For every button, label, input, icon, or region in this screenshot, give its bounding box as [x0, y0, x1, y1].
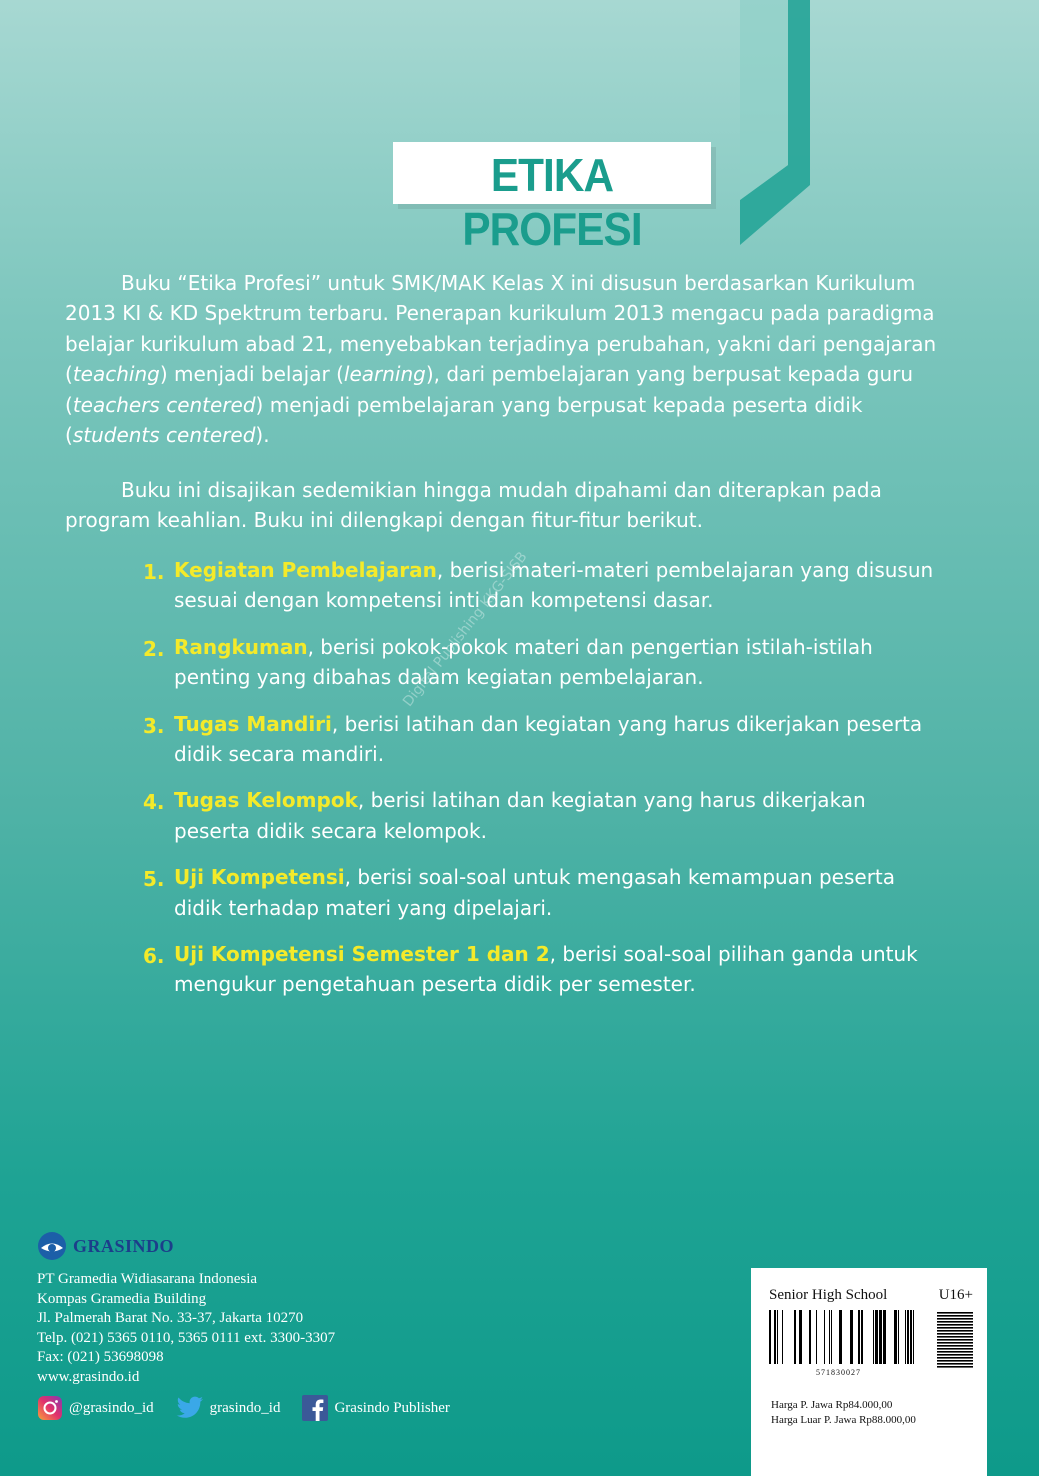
address-line: PT Gramedia Widiasarana Indonesia: [37, 1271, 258, 1287]
decorative-ribbon: [740, 0, 810, 245]
barcode-addon-bar: [937, 1354, 973, 1356]
barcode-bar: [794, 1310, 796, 1364]
barcode-bar: [816, 1310, 817, 1364]
barcode-bar: [782, 1310, 783, 1364]
list-item: 3. Tugas Mandiri, berisi latihan dan kegiatan yang harus dikerjakan peserta didik secara mandiri.: [143, 711, 923, 767]
barcode-bar: [850, 1310, 853, 1364]
barcode-bar: [894, 1310, 897, 1364]
barcode-bar: [875, 1310, 878, 1364]
address-line: Telp. (021) 5365 0110, 5365 0111 ext. 3300-3307: [37, 1329, 336, 1346]
barcode-addon-bar: [937, 1336, 973, 1338]
book-title: ETIKA PROFESI: [462, 149, 642, 255]
barcode-addon-bar: [937, 1366, 973, 1368]
barcode-addon-bar: [937, 1345, 973, 1347]
barcode-bar: [861, 1310, 863, 1364]
barcode-bar: [839, 1310, 842, 1364]
address-line: Kompas Gramedia Building: [37, 1290, 207, 1307]
barcode-bar: [905, 1310, 906, 1364]
age-rating: U16+: [938, 1287, 973, 1303]
intro-paragraph-2: Buku ini disajikan sedemikian hingga mudah dipahami dan diterapkan pada program keahlian. Buku ini dilengkapi dengan fitur-fitur berikut.: [65, 478, 882, 533]
social-instagram[interactable]: [37, 1395, 154, 1421]
barcode-bar: [774, 1310, 776, 1364]
barcode-bar: [769, 1310, 771, 1364]
publisher-address: [37, 1270, 537, 1387]
twitter-label: grasindo_id: [209, 1399, 281, 1416]
instagram-label: @grasindo_id: [69, 1399, 154, 1416]
barcode-bar: [883, 1310, 886, 1364]
barcode-addon-bar: [937, 1330, 973, 1332]
paragraph-text: ) menjadi pembelajaran yang berpusat kepada peserta didik (: [65, 392, 863, 448]
barcode-bar: [824, 1310, 825, 1364]
paragraph-text: ), dari pembelajaran yang berpusat kepada guru (: [65, 362, 914, 417]
list-item: 1. Kegiatan Pembelajaran, berisi materi-materi pembelajaran yang disusun sesuai dengan kompetensi inti dan kompetensi dasar.: [143, 558, 934, 613]
list-item: 2. Rangkuman, berisi pokok-pokok materi dan pengertian istilah-istilah penting yang dibahas dalam kegiatan pembelajaran.: [143, 634, 873, 690]
instagram-icon: [37, 1395, 63, 1421]
address-line: Fax: (021) 53698098: [37, 1349, 164, 1365]
barcode-addon-bar: [937, 1357, 973, 1359]
barcode-bar: [898, 1310, 899, 1364]
barcode-bar: [799, 1310, 802, 1364]
barcode-bar: [879, 1310, 882, 1364]
list-item: 4. Tugas Kelompok, berisi latihan dan kegiatan yang harus dikerjakan peserta didik secara kelompok.: [143, 788, 866, 843]
barcode-addon-bar: [937, 1360, 973, 1362]
price-list: [771, 1398, 916, 1428]
feature-list: [143, 555, 943, 1016]
paragraph-text: ) menjadi belajar (: [159, 362, 344, 387]
barcode-bar: [858, 1310, 860, 1364]
barcode-addon-bar: [937, 1363, 973, 1365]
barcode-addon-bar: [937, 1342, 973, 1344]
barcode-addon-bar: [937, 1333, 973, 1335]
isbn-barcode: [769, 1310, 974, 1368]
barcode-bar: [831, 1310, 832, 1364]
italic-term: learning: [343, 362, 426, 387]
publisher-info: [37, 1230, 537, 1421]
twitter-icon: [176, 1396, 204, 1420]
barcode-bar: [829, 1310, 830, 1364]
paragraph-text: Buku “Etika Profesi” untuk SMK/MAK Kelas X ini disusun berdasarkan Kurikulum 2013 KI & KD Spektrum terbaru. Penerapan kurikulum 2013 mengacu pada paradigma belajar kurikulum abad 21, menyebabkan terjadinya perubahan, yakni dari pengajaran (: [65, 271, 937, 387]
watermark: Digital Publishing KKG-SISB: [400, 548, 531, 710]
price-java: Harga P. Jawa Rp84.000,00: [771, 1399, 893, 1411]
social-facebook[interactable]: [302, 1395, 449, 1421]
address-line: Jl. Palmerah Barat No. 33-37, Jakarta 10270: [37, 1310, 304, 1326]
barcode-addon-bar: [937, 1321, 973, 1323]
social-links: [37, 1395, 537, 1421]
barcode-bar: [809, 1310, 811, 1364]
barcode-addon-bar: [937, 1351, 973, 1353]
intro-paragraph-1: [65, 268, 945, 450]
italic-term: teaching: [72, 362, 160, 387]
barcode-addon-bar: [937, 1348, 973, 1350]
barcode-bar: [910, 1310, 912, 1364]
list-item: 6. Uji Kompetensi Semester 1 dan 2, berisi soal-soal pilihan ganda untuk mengukur pengetahuan peserta didik per semester.: [143, 942, 918, 997]
barcode-box: [751, 1268, 987, 1476]
facebook-icon: [302, 1395, 328, 1421]
price-outside-java: Harga Luar P. Jawa Rp88.000,00: [771, 1414, 916, 1426]
barcode-bar: [907, 1310, 909, 1364]
school-level: Senior High School: [769, 1287, 888, 1303]
italic-term: teachers centered: [72, 392, 256, 417]
website-link[interactable]: www.grasindo.id: [37, 1368, 140, 1385]
publisher-logo-text: GRASINDO: [73, 1235, 175, 1256]
barcode-digits: 571830027: [816, 1368, 861, 1377]
grasindo-logo-icon: [37, 1231, 67, 1261]
publisher-logo: [37, 1230, 537, 1262]
barcode-addon-bar: [937, 1339, 973, 1341]
barcode-addon-bar: [937, 1324, 973, 1326]
barcode-bar: [777, 1310, 778, 1364]
facebook-label: Grasindo Publisher: [334, 1399, 450, 1416]
barcode-addon-bar: [937, 1315, 973, 1317]
italic-term: students centered: [72, 423, 256, 448]
barcode-addon-bar: [937, 1312, 973, 1314]
list-item: 5. Uji Kompetensi, berisi soal-soal untuk mengasah kemampuan peserta didik terhadap materi yang dipelajari.: [143, 865, 896, 920]
barcode-header: [769, 1287, 973, 1304]
barcode-addon-bar: [937, 1327, 973, 1329]
barcode-bar: [913, 1310, 914, 1364]
barcode-addon-bar: [937, 1318, 973, 1320]
social-twitter[interactable]: [176, 1396, 281, 1420]
paragraph-text: ).: [255, 423, 270, 448]
barcode-bar: [873, 1310, 874, 1364]
book-title-box: [393, 142, 711, 255]
